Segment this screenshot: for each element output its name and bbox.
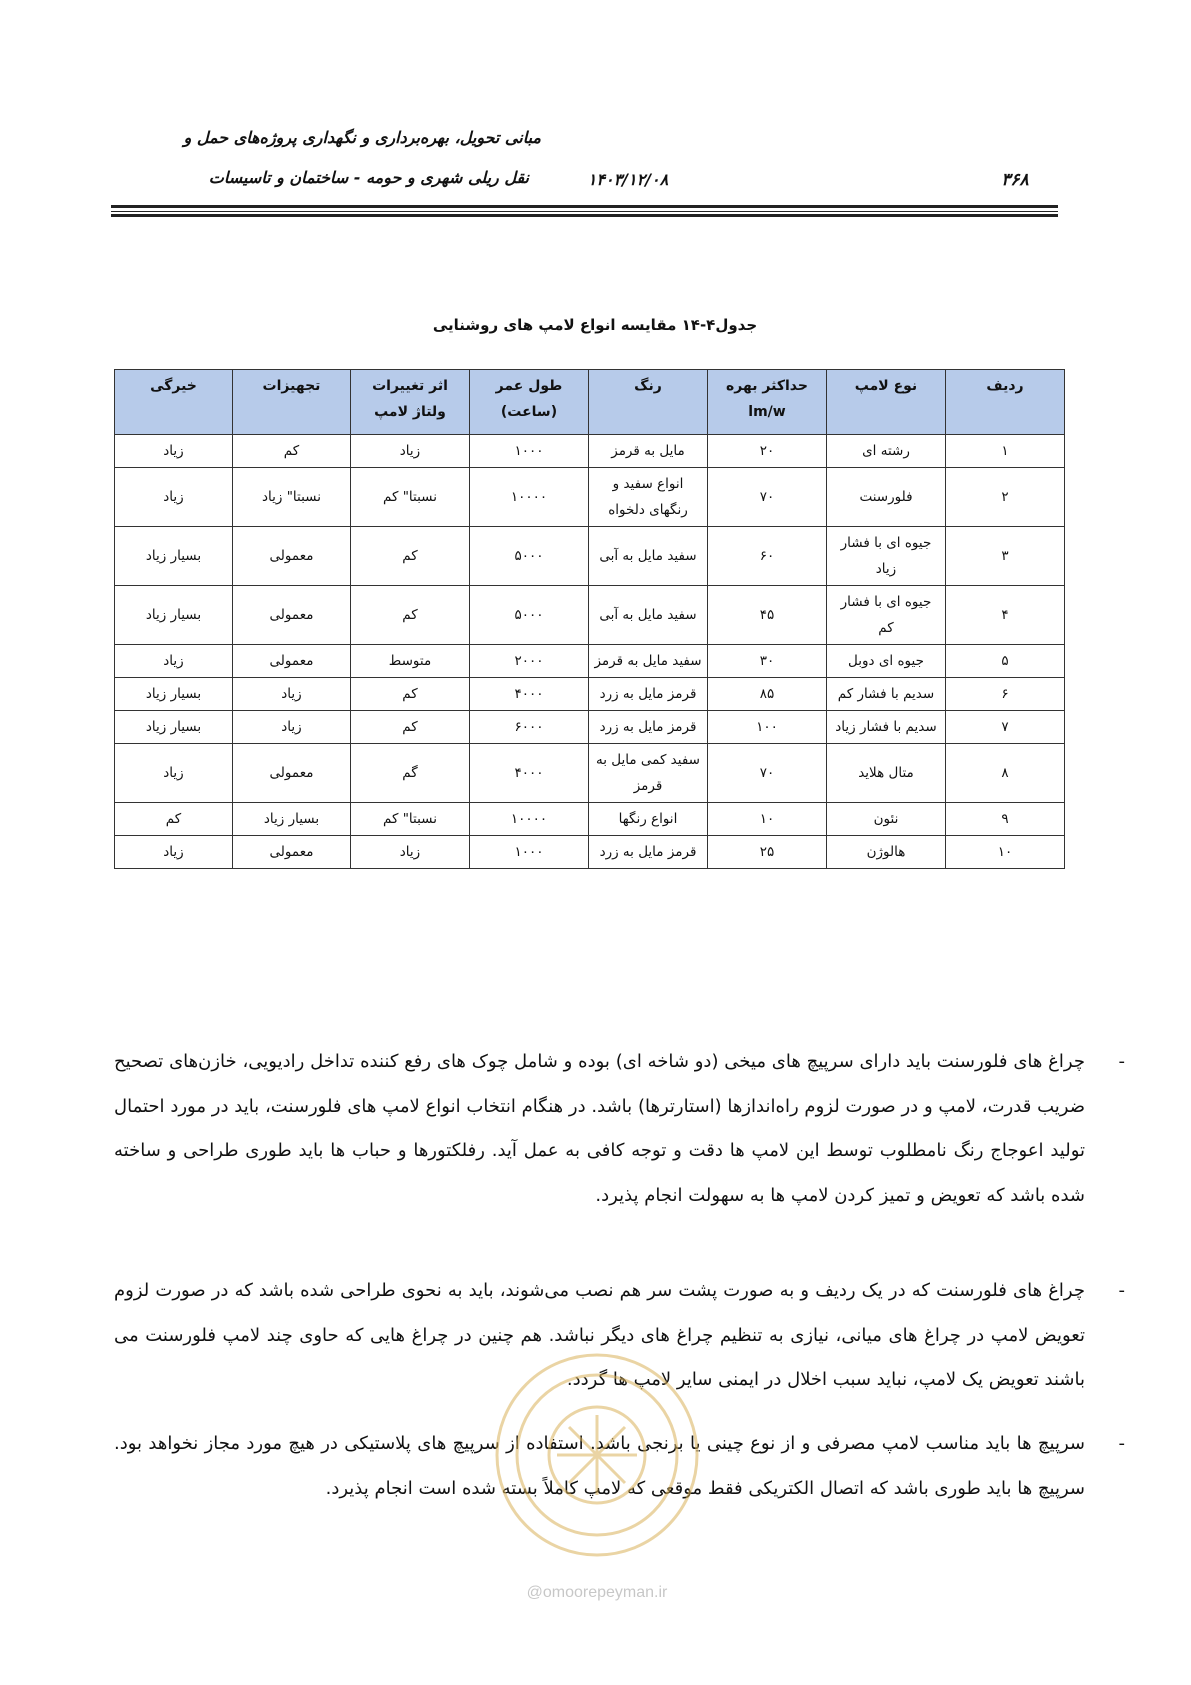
table-cell: بسیار زیاد: [233, 803, 351, 836]
table-cell: بسیار زیاد: [115, 527, 233, 586]
header-rule: [111, 211, 1058, 212]
table-cell: کم: [351, 711, 470, 744]
table-cell: ۵۰۰۰: [470, 586, 589, 645]
header-cell: تجهیزات: [233, 370, 351, 435]
table-cell: جیوه ای دوبل: [827, 645, 946, 678]
table-cell: قرمز مایل به زرد: [589, 711, 708, 744]
table-cell: ۲۰: [708, 435, 827, 468]
table-cell: زیاد: [233, 711, 351, 744]
table-header-row: [115, 370, 1065, 435]
table-cell: ۶۰۰۰: [470, 711, 589, 744]
table-cell: ۷۰: [708, 744, 827, 803]
bullet-marker: -: [1118, 1280, 1125, 1301]
table-cell: کم: [351, 678, 470, 711]
table-row: [115, 468, 1065, 527]
table-cell: ۱۰: [946, 836, 1065, 869]
table-cell: معمولی: [233, 744, 351, 803]
table-cell: کم: [233, 435, 351, 468]
watermark-logo: [484, 1335, 710, 1605]
table-cell: ۷۰: [708, 468, 827, 527]
table-cell: ۴: [946, 586, 1065, 645]
bullet-text: چراغ های فلورسنت که در یک ردیف و به صورت پشت سر هم نصب می‌شوند، باید به نحوی طراحی شده باشد که در صورت لزوم تعویض لامپ در چراغ های میانی، نیازی به تنظیم چراغ های دیگر نباشد. هم چنین در چراغ هایی که حاوی چند لامپ فلورسنت می باشند تعویض یک لامپ، نباید سبب اخلال در ایمنی سایر لامپ ها گردد.: [114, 1280, 1085, 1390]
table-cell: ۱۰۰: [708, 711, 827, 744]
lamp-comparison-table: [114, 369, 1065, 869]
table-cell: کم: [115, 803, 233, 836]
table-cell: ۳۰: [708, 645, 827, 678]
table-cell: سفید مایل به آبی: [589, 586, 708, 645]
header-cell: حداکثر بهره lm/w: [708, 370, 827, 435]
table-cell: متال هلاید: [827, 744, 946, 803]
header-rule: [111, 205, 1058, 208]
watermark-text: @omoorepeyman.ir: [526, 1584, 668, 1601]
table-cell: ۶۰: [708, 527, 827, 586]
table-cell: سدیم با فشار زیاد: [827, 711, 946, 744]
table-cell: ۲۵: [708, 836, 827, 869]
header-cell: نوع لامپ: [827, 370, 946, 435]
table-row: [115, 645, 1065, 678]
table-cell: بسیار زیاد: [115, 711, 233, 744]
table-cell: ۱۰: [708, 803, 827, 836]
table-cell: معمولی: [233, 836, 351, 869]
header-cell: طول عمر (ساعت): [470, 370, 589, 435]
table-cell: ۲۰۰۰: [470, 645, 589, 678]
table-cell: بسیار زیاد: [115, 678, 233, 711]
bullet-text: سرپیچ ها باید مناسب لامپ مصرفی و از نوع چینی یا برنجی باشد. استفاده از سرپیچ های پلاستیکی در هیچ مورد مجاز نخواهد بود. سرپیچ ها باید طوری باشد که اتصال الکتریکی فقط موقعی که لامپ کاملاً بسته شده است انجام پذیرد.: [114, 1433, 1085, 1499]
table-cell: ۷: [946, 711, 1065, 744]
header-rule: [111, 214, 1058, 217]
table-cell: زیاد: [115, 836, 233, 869]
table-cell: فلورسنت: [827, 468, 946, 527]
table-cell: ۵: [946, 645, 1065, 678]
header-cell: رنگ: [589, 370, 708, 435]
table-cell: زیاد: [115, 435, 233, 468]
table-cell: انواع رنگها: [589, 803, 708, 836]
table-cell: بسیار زیاد: [115, 586, 233, 645]
table-cell: زیاد: [115, 468, 233, 527]
table-row: [115, 803, 1065, 836]
header-title-line2: نقل ریلی شهری و حومه - ساختمان و تاسیسات: [208, 168, 529, 187]
table-cell: کم: [351, 586, 470, 645]
table-cell: نئون: [827, 803, 946, 836]
table-row: [115, 435, 1065, 468]
table-cell: رشته ای: [827, 435, 946, 468]
table-cell: ۳: [946, 527, 1065, 586]
table-cell: ۹: [946, 803, 1065, 836]
table-cell: معمولی: [233, 527, 351, 586]
header-title-line1: مبانی تحویل، بهره‌برداری و نگهداری پروژه‌های حمل و: [183, 128, 541, 147]
table-cell: ۱۰۰۰۰: [470, 468, 589, 527]
header-date: ۱۴۰۳/۱۲/۰۸: [587, 170, 669, 189]
table-cell: نسبتا" کم: [351, 468, 470, 527]
table-cell: ۴۰۰۰: [470, 678, 589, 711]
table-cell: ۶: [946, 678, 1065, 711]
table-cell: معمولی: [233, 645, 351, 678]
table-cell: زیاد: [351, 836, 470, 869]
table-cell: ۴۵: [708, 586, 827, 645]
table-cell: ۲: [946, 468, 1065, 527]
table-cell: زیاد: [233, 678, 351, 711]
table-cell: ۸۵: [708, 678, 827, 711]
table-row: [115, 678, 1065, 711]
bullet-marker: -: [1118, 1433, 1125, 1454]
table-cell: هالوژن: [827, 836, 946, 869]
table-cell: نسبتا" زیاد: [233, 468, 351, 527]
table-cell: ۸: [946, 744, 1065, 803]
table-cell: سفید مایل به آبی: [589, 527, 708, 586]
table-cell: ۵۰۰۰: [470, 527, 589, 586]
table-cell: سفید مایل به قرمز: [589, 645, 708, 678]
table-cell: معمولی: [233, 586, 351, 645]
table-cell: نسبتا" کم: [351, 803, 470, 836]
table-cell: متوسط: [351, 645, 470, 678]
table-row: [115, 711, 1065, 744]
table-cell: قرمز مایل به زرد: [589, 678, 708, 711]
table-cell: ۴۰۰۰: [470, 744, 589, 803]
table-cell: ۱۰۰۰۰: [470, 803, 589, 836]
header-cell: خیرگی: [115, 370, 233, 435]
bullet-paragraph: [114, 1040, 1125, 1218]
table-row: [115, 527, 1065, 586]
table-cell: انواع سفید و رنگهای دلخواه: [589, 468, 708, 527]
table-cell: زیاد: [115, 645, 233, 678]
table-caption: جدول۴-۱۴ مقایسه انواع لامپ های روشنایی: [432, 316, 758, 334]
table-cell: ۱: [946, 435, 1065, 468]
watermark-seal: [497, 1355, 697, 1555]
header-cell: ردیف: [946, 370, 1065, 435]
header-cell: اثر تغییرات ولتاژ لامپ: [351, 370, 470, 435]
table-row: [115, 744, 1065, 803]
table-body: [115, 435, 1065, 869]
table-cell: جیوه ای با فشار زیاد: [827, 527, 946, 586]
table-cell: کم: [351, 527, 470, 586]
table-cell: مایل به قرمز: [589, 435, 708, 468]
bullet-marker: -: [1118, 1051, 1125, 1072]
table-cell: ۱۰۰۰: [470, 836, 589, 869]
bullet-text: چراغ های فلورسنت باید دارای سرپیچ های میخی (دو شاخه ای) بوده و شامل چوک های رفع کننده تداخل رادیویی، خازن‌های تصحیح ضریب قدرت، لامپ و در صورت لزوم راه‌اندازها (استارترها) باشد. در هنگام انتخاب انواع لامپ های فلورسنت، باید در مورد احتمال تولید اعوجاج رنگ نامطلوب توسط این لامپ ها دقت و توجه کافی به عمل آید. رفلکتورها و حباب ها باید طوری طراحی و ساخته شده باشد که تعویض و تمیز کردن لامپ ها به سهولت انجام پذیرد.: [114, 1051, 1085, 1206]
table-cell: ۱۰۰۰: [470, 435, 589, 468]
table-cell: زیاد: [115, 744, 233, 803]
table-cell: زیاد: [351, 435, 470, 468]
table-row: [115, 586, 1065, 645]
table-cell: قرمز مایل به زرد: [589, 836, 708, 869]
table-cell: جیوه ای با فشار کم: [827, 586, 946, 645]
table-cell: گم: [351, 744, 470, 803]
table-row: [115, 836, 1065, 869]
table-cell: سفید کمی مایل به قرمز: [589, 744, 708, 803]
table-cell: سدیم با فشار کم: [827, 678, 946, 711]
page-number: ۳۶۸: [1001, 170, 1029, 190]
